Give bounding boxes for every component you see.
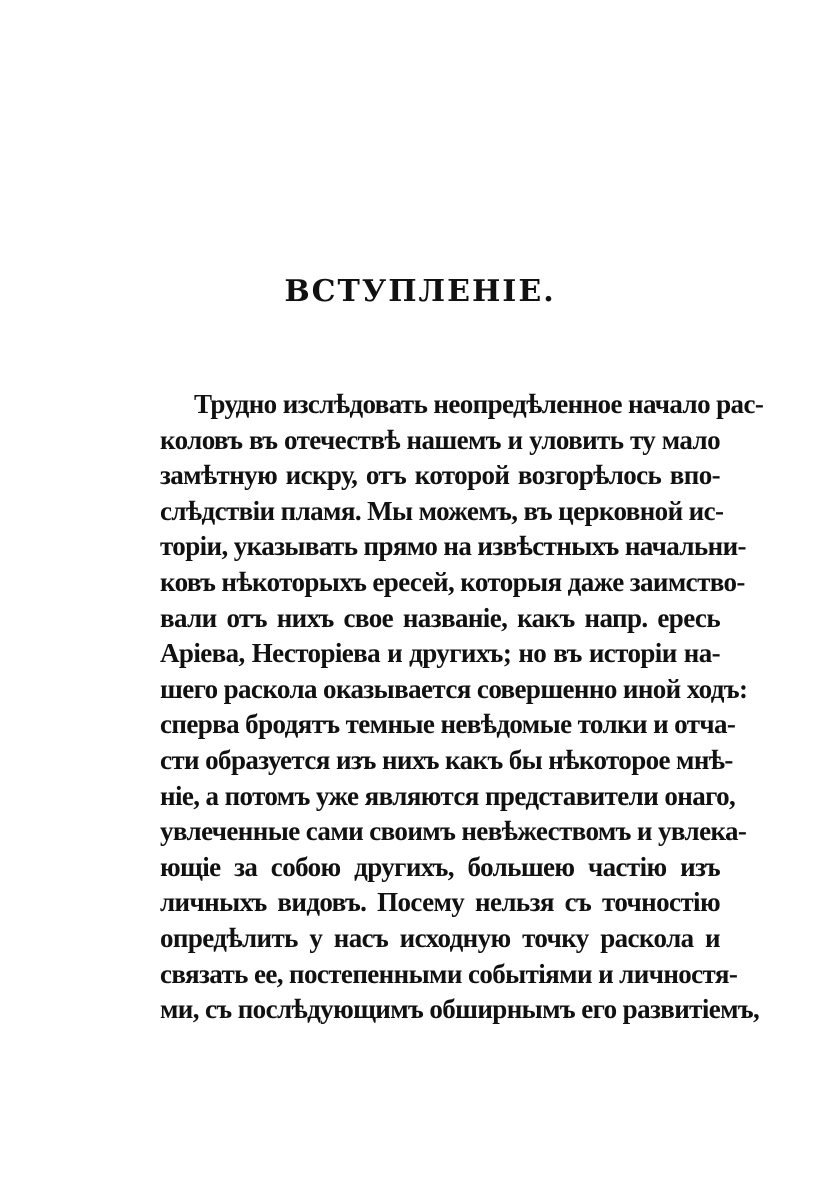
text-line: Трудно изслѣдовать неопредѣленное начало рас- — [194, 389, 764, 419]
text-line: замѣтную искру, отъ которой возгорѣлось впо- — [160, 460, 720, 491]
text-line: слѣдствіи пламя. Мы можемъ, въ церковной ис- — [160, 495, 724, 526]
text-line: увлеченные сами своимъ невѣжествомъ и увлека- — [160, 816, 747, 847]
text-line: ніе, а потомъ уже являются представители онаго, — [160, 780, 736, 811]
text-line: шего раскола оказывается совершенно иной ходъ: — [160, 673, 748, 704]
text-line: сти образуется изъ нихъ какъ бы нѣкоторое мнѣ- — [160, 744, 733, 775]
text-line: личныхъ видовъ. Посему нельзя съ точностію — [160, 887, 720, 918]
text-line: вали отъ нихъ свое названіе, какъ напр. ересь — [160, 602, 720, 633]
text-line: опредѣлить у насъ исходную точку раскола и — [160, 922, 720, 953]
text-line: ми, съ послѣдующимъ обширнымъ его развитіемъ, — [160, 994, 760, 1025]
text-line: ковъ нѣкоторыхъ ересей, которыя даже заимство- — [160, 566, 745, 597]
chapter-heading: ВСТУПЛЕНІЕ. — [284, 274, 556, 309]
text-line: сперва бродятъ темные невѣдомые толки и отча- — [160, 709, 736, 740]
text-line: Аріева, Несторіева и другихъ; но въ исторіи на- — [160, 638, 720, 669]
text-line: торіи, указывать прямо на извѣстныхъ начальни- — [160, 531, 746, 562]
text-line: коловъ въ отечествѣ нашемъ и уловить ту мало — [160, 424, 720, 455]
text-line: связать ее, постепенными событіями и личностя- — [160, 958, 738, 989]
text-line: ющіе за собою другихъ, большею частію изъ — [160, 851, 720, 882]
body-paragraph — [160, 387, 764, 1028]
